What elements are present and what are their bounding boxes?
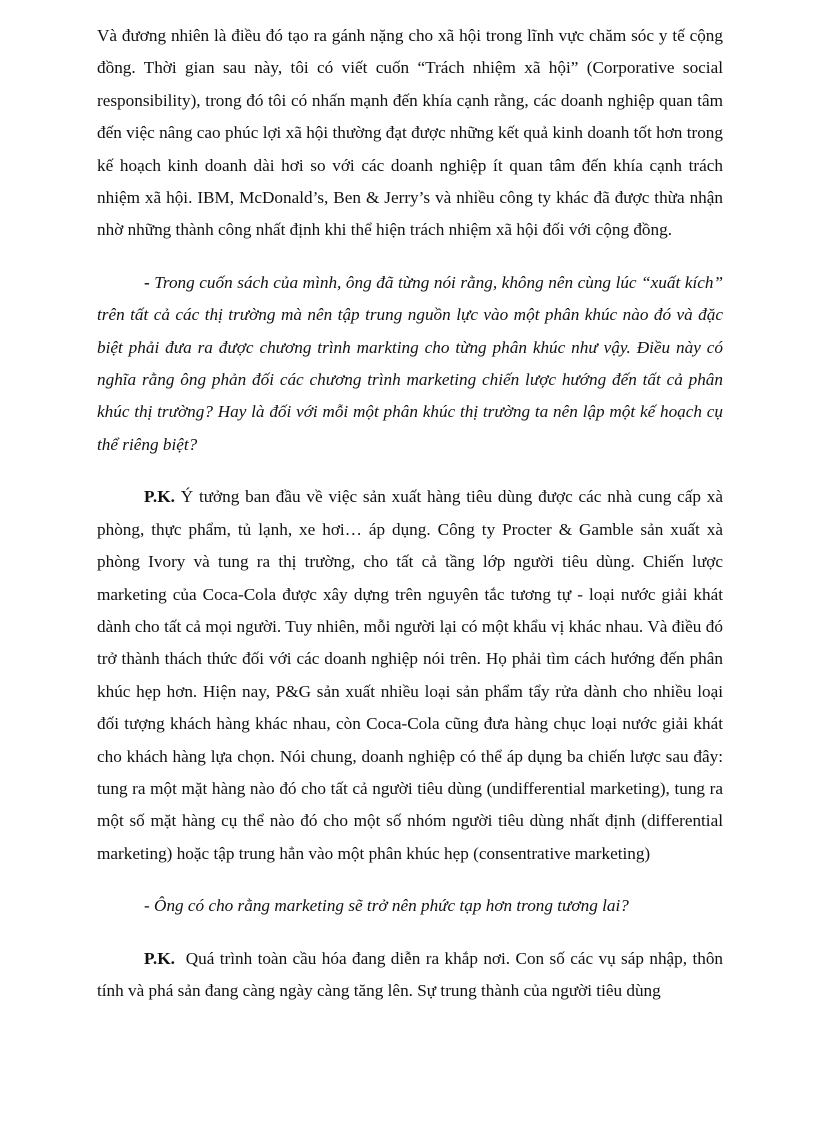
question-dash: - — [144, 272, 150, 292]
speaker-label: P.K. — [144, 487, 175, 507]
interview-answer-2 — [97, 943, 723, 1008]
question-text: Ông có cho rằng marketing sẽ trở nên phức tạp hơn trong tương lai? — [154, 896, 629, 916]
interview-question-2 — [97, 890, 723, 922]
document-body — [97, 20, 723, 1007]
question-text: Trong cuốn sách của mình, ông đã từng nói rằng, không nên cùng lúc “xuất kích” trên tất cả các thị trường mà nên tập trung nguồn lực vào một phân khúc nào đó và đặc biệt phải đưa ra được chương trình markting cho từng phân khúc như vậy. Điều này có nghĩa rằng ông phản đối các chương trình marketing chiến lược hướng đến tất cả phân khúc thị trường? Hay là đối với mỗi một phân khúc thị trường ta nên lập một kế hoạch cụ thể riêng biệt? — [97, 272, 724, 454]
interview-answer-1 — [97, 481, 723, 870]
speaker-label: P.K. — [144, 948, 175, 968]
answer-text: Quá trình toàn cầu hóa đang diễn ra khắp nơi. Con số các vụ sáp nhập, thôn tính và phá sản đang càng ngày càng tăng lên. Sự trung thành của người tiêu dùng — [97, 948, 724, 1000]
question-dash: - — [144, 896, 150, 916]
body-paragraph-1: Và đương nhiên là điều đó tạo ra gánh nặng cho xã hội trong lĩnh vực chăm sóc y tế cộng đồng. Thời gian sau này, tôi có viết cuốn “Trách nhiệm xã hội” (Corporative social responsibility), trong đó tôi có nhấn mạnh đến khía cạnh rằng, các doanh nghiệp quan tâm đến việc nâng cao phúc lợi xã hội thường đạt được những kết quả kinh doanh tốt hơn trong kế hoạch kinh doanh dài hơi so với các doanh nghiệp ít quan tâm đến khía cạnh trách nhiệm xã hội. IBM, McDonald’s, Ben & Jerry’s và nhiều công ty khác đã được thừa nhận nhờ những thành công nhất định khi thể hiện trách nhiệm xã hội đối với cộng đồng. — [97, 26, 723, 240]
answer-text: Ý tưởng ban đầu về việc sản xuất hàng tiêu dùng được các nhà cung cấp xà phòng, thực phẩm, tủ lạnh, xe hơi… áp dụng. Công ty Procter & Gamble sản xuất xà phòng Ivory và tung ra thị trường, cho tất cả tầng lớp người tiêu dùng. Chiến lược marketing của Coca-Cola được xây dựng trên nguyên tắc tương tự - loại nước giải khát dành cho tất cả mọi người. Tuy nhiên, mỗi người lại có một khẩu vị khác nhau. Và điều đó trở thành thách thức đối với các doanh nghiệp nói trên. Họ phải tìm cách hướng đến phân khúc hẹp hơn. Hiện nay, P&G sản xuất nhiều loại sản phẩm tẩy rửa dành cho nhiều loại đối tượng khách hàng khác nhau, còn Coca-Cola cũng đưa hàng chục loại nước giải khát cho khách hàng lựa chọn. Nói chung, doanh nghiệp có thể áp dụng ba chiến lược sau đây: tung ra một mặt hàng nào đó cho tất cả người tiêu dùng (undifferential marketing), tung ra một số mặt hàng cụ thể nào đó cho một số nhóm người tiêu dùng nhất định (differential marketing) hoặc tập trung hẳn vào một phân khúc hẹp (consentrative marketing) — [97, 487, 723, 863]
interview-question-1 — [97, 267, 723, 461]
